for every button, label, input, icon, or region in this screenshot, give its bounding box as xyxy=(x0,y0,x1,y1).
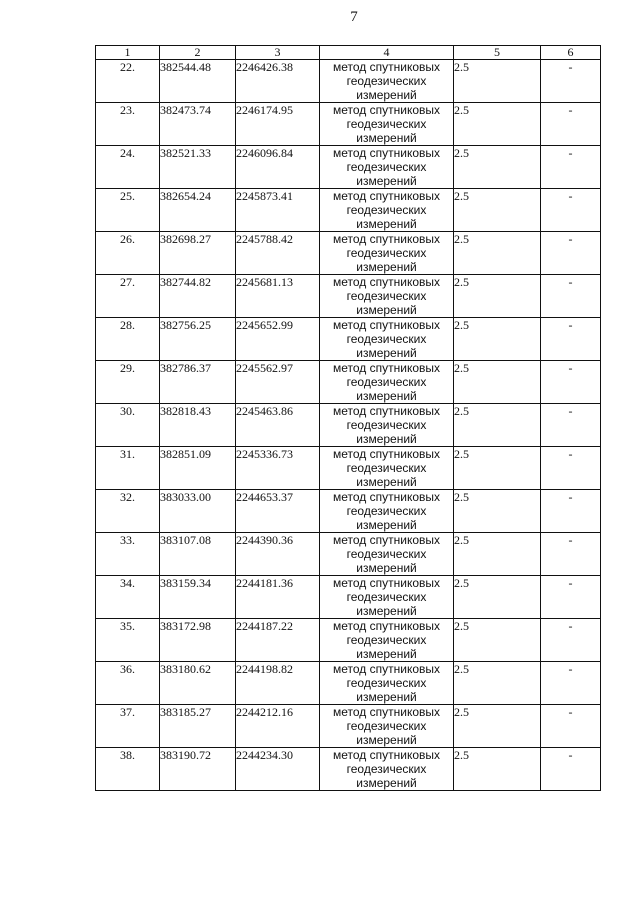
method-cell: метод спутниковых геодезических измерений xyxy=(320,275,454,318)
header-cell: 6 xyxy=(541,46,601,60)
y-coordinate-cell: 2246096.84 xyxy=(236,146,320,189)
note-cell: - xyxy=(541,447,601,490)
y-coordinate-cell: 2246174.95 xyxy=(236,103,320,146)
accuracy-cell: 2.5 xyxy=(454,404,541,447)
accuracy-cell: 2.5 xyxy=(454,60,541,103)
table-row xyxy=(96,447,601,490)
note-cell: - xyxy=(541,146,601,189)
method-cell: метод спутниковых геодезических измерений xyxy=(320,318,454,361)
accuracy-cell: 2.5 xyxy=(454,490,541,533)
note-cell: - xyxy=(541,576,601,619)
y-coordinate-cell: 2245463.86 xyxy=(236,404,320,447)
y-coordinate-cell: 2244234.30 xyxy=(236,748,320,791)
note-cell: - xyxy=(541,662,601,705)
x-coordinate-cell: 382756.25 xyxy=(160,318,236,361)
y-coordinate-cell: 2244181.36 xyxy=(236,576,320,619)
method-cell: метод спутниковых геодезических измерений xyxy=(320,705,454,748)
note-cell: - xyxy=(541,619,601,662)
x-coordinate-cell: 382654.24 xyxy=(160,189,236,232)
point-number-cell: 31. xyxy=(96,447,160,490)
y-coordinate-cell: 2245562.97 xyxy=(236,361,320,404)
y-coordinate-cell: 2245681.13 xyxy=(236,275,320,318)
header-cell: 4 xyxy=(320,46,454,60)
x-coordinate-cell: 382698.27 xyxy=(160,232,236,275)
point-number-cell: 23. xyxy=(96,103,160,146)
point-number-cell: 36. xyxy=(96,662,160,705)
method-cell: метод спутниковых геодезических измерений xyxy=(320,490,454,533)
point-number-cell: 22. xyxy=(96,60,160,103)
table-row xyxy=(96,146,601,189)
accuracy-cell: 2.5 xyxy=(454,318,541,361)
point-number-cell: 27. xyxy=(96,275,160,318)
table-row xyxy=(96,576,601,619)
accuracy-cell: 2.5 xyxy=(454,705,541,748)
method-cell: метод спутниковых геодезических измерений xyxy=(320,662,454,705)
point-number-cell: 25. xyxy=(96,189,160,232)
point-number-cell: 32. xyxy=(96,490,160,533)
note-cell: - xyxy=(541,490,601,533)
note-cell: - xyxy=(541,748,601,791)
table-row xyxy=(96,275,601,318)
method-cell: метод спутниковых геодезических измерений xyxy=(320,232,454,275)
accuracy-cell: 2.5 xyxy=(454,748,541,791)
note-cell: - xyxy=(541,232,601,275)
table-row xyxy=(96,318,601,361)
x-coordinate-cell: 383159.34 xyxy=(160,576,236,619)
accuracy-cell: 2.5 xyxy=(454,275,541,318)
accuracy-cell: 2.5 xyxy=(454,232,541,275)
table-row xyxy=(96,619,601,662)
table-header-row xyxy=(96,46,601,60)
method-cell: метод спутниковых геодезических измерений xyxy=(320,533,454,576)
x-coordinate-cell: 382744.82 xyxy=(160,275,236,318)
accuracy-cell: 2.5 xyxy=(454,447,541,490)
note-cell: - xyxy=(541,60,601,103)
y-coordinate-cell: 2244653.37 xyxy=(236,490,320,533)
point-number-cell: 34. xyxy=(96,576,160,619)
table-row xyxy=(96,103,601,146)
x-coordinate-cell: 383172.98 xyxy=(160,619,236,662)
header-cell: 5 xyxy=(454,46,541,60)
method-cell: метод спутниковых геодезических измерений xyxy=(320,447,454,490)
y-coordinate-cell: 2245788.42 xyxy=(236,232,320,275)
method-cell: метод спутниковых геодезических измерений xyxy=(320,189,454,232)
x-coordinate-cell: 382521.33 xyxy=(160,146,236,189)
y-coordinate-cell: 2246426.38 xyxy=(236,60,320,103)
y-coordinate-cell: 2244187.22 xyxy=(236,619,320,662)
table-row xyxy=(96,533,601,576)
table-row xyxy=(96,748,601,791)
method-cell: метод спутниковых геодезических измерений xyxy=(320,404,454,447)
method-cell: метод спутниковых геодезических измерений xyxy=(320,103,454,146)
note-cell: - xyxy=(541,705,601,748)
point-number-cell: 28. xyxy=(96,318,160,361)
table-row xyxy=(96,404,601,447)
point-number-cell: 29. xyxy=(96,361,160,404)
y-coordinate-cell: 2244390.36 xyxy=(236,533,320,576)
point-number-cell: 38. xyxy=(96,748,160,791)
x-coordinate-cell: 383180.62 xyxy=(160,662,236,705)
method-cell: метод спутниковых геодезических измерений xyxy=(320,146,454,189)
x-coordinate-cell: 383185.27 xyxy=(160,705,236,748)
x-coordinate-cell: 383190.72 xyxy=(160,748,236,791)
point-number-cell: 33. xyxy=(96,533,160,576)
accuracy-cell: 2.5 xyxy=(454,361,541,404)
table-row xyxy=(96,705,601,748)
method-cell: метод спутниковых геодезических измерений xyxy=(320,576,454,619)
y-coordinate-cell: 2245336.73 xyxy=(236,447,320,490)
accuracy-cell: 2.5 xyxy=(454,146,541,189)
accuracy-cell: 2.5 xyxy=(454,189,541,232)
point-number-cell: 35. xyxy=(96,619,160,662)
table-row xyxy=(96,361,601,404)
accuracy-cell: 2.5 xyxy=(454,103,541,146)
method-cell: метод спутниковых геодезических измерений xyxy=(320,619,454,662)
method-cell: метод спутниковых геодезических измерений xyxy=(320,748,454,791)
accuracy-cell: 2.5 xyxy=(454,619,541,662)
method-cell: метод спутниковых геодезических измерений xyxy=(320,361,454,404)
coordinates-table xyxy=(95,45,601,791)
note-cell: - xyxy=(541,103,601,146)
x-coordinate-cell: 382544.48 xyxy=(160,60,236,103)
header-cell: 2 xyxy=(160,46,236,60)
x-coordinate-cell: 382818.43 xyxy=(160,404,236,447)
y-coordinate-cell: 2244198.82 xyxy=(236,662,320,705)
y-coordinate-cell: 2244212.16 xyxy=(236,705,320,748)
table-row xyxy=(96,60,601,103)
note-cell: - xyxy=(541,533,601,576)
page-number: 7 xyxy=(350,9,358,25)
point-number-cell: 37. xyxy=(96,705,160,748)
table-row xyxy=(96,490,601,533)
table-row xyxy=(96,662,601,705)
accuracy-cell: 2.5 xyxy=(454,576,541,619)
x-coordinate-cell: 382473.74 xyxy=(160,103,236,146)
table-row xyxy=(96,232,601,275)
note-cell: - xyxy=(541,189,601,232)
header-cell: 3 xyxy=(236,46,320,60)
note-cell: - xyxy=(541,361,601,404)
x-coordinate-cell: 382851.09 xyxy=(160,447,236,490)
point-number-cell: 24. xyxy=(96,146,160,189)
table-row xyxy=(96,189,601,232)
x-coordinate-cell: 383033.00 xyxy=(160,490,236,533)
note-cell: - xyxy=(541,275,601,318)
note-cell: - xyxy=(541,318,601,361)
x-coordinate-cell: 382786.37 xyxy=(160,361,236,404)
point-number-cell: 30. xyxy=(96,404,160,447)
y-coordinate-cell: 2245873.41 xyxy=(236,189,320,232)
accuracy-cell: 2.5 xyxy=(454,533,541,576)
point-number-cell: 26. xyxy=(96,232,160,275)
x-coordinate-cell: 383107.08 xyxy=(160,533,236,576)
accuracy-cell: 2.5 xyxy=(454,662,541,705)
y-coordinate-cell: 2245652.99 xyxy=(236,318,320,361)
header-cell: 1 xyxy=(96,46,160,60)
note-cell: - xyxy=(541,404,601,447)
method-cell: метод спутниковых геодезических измерений xyxy=(320,60,454,103)
